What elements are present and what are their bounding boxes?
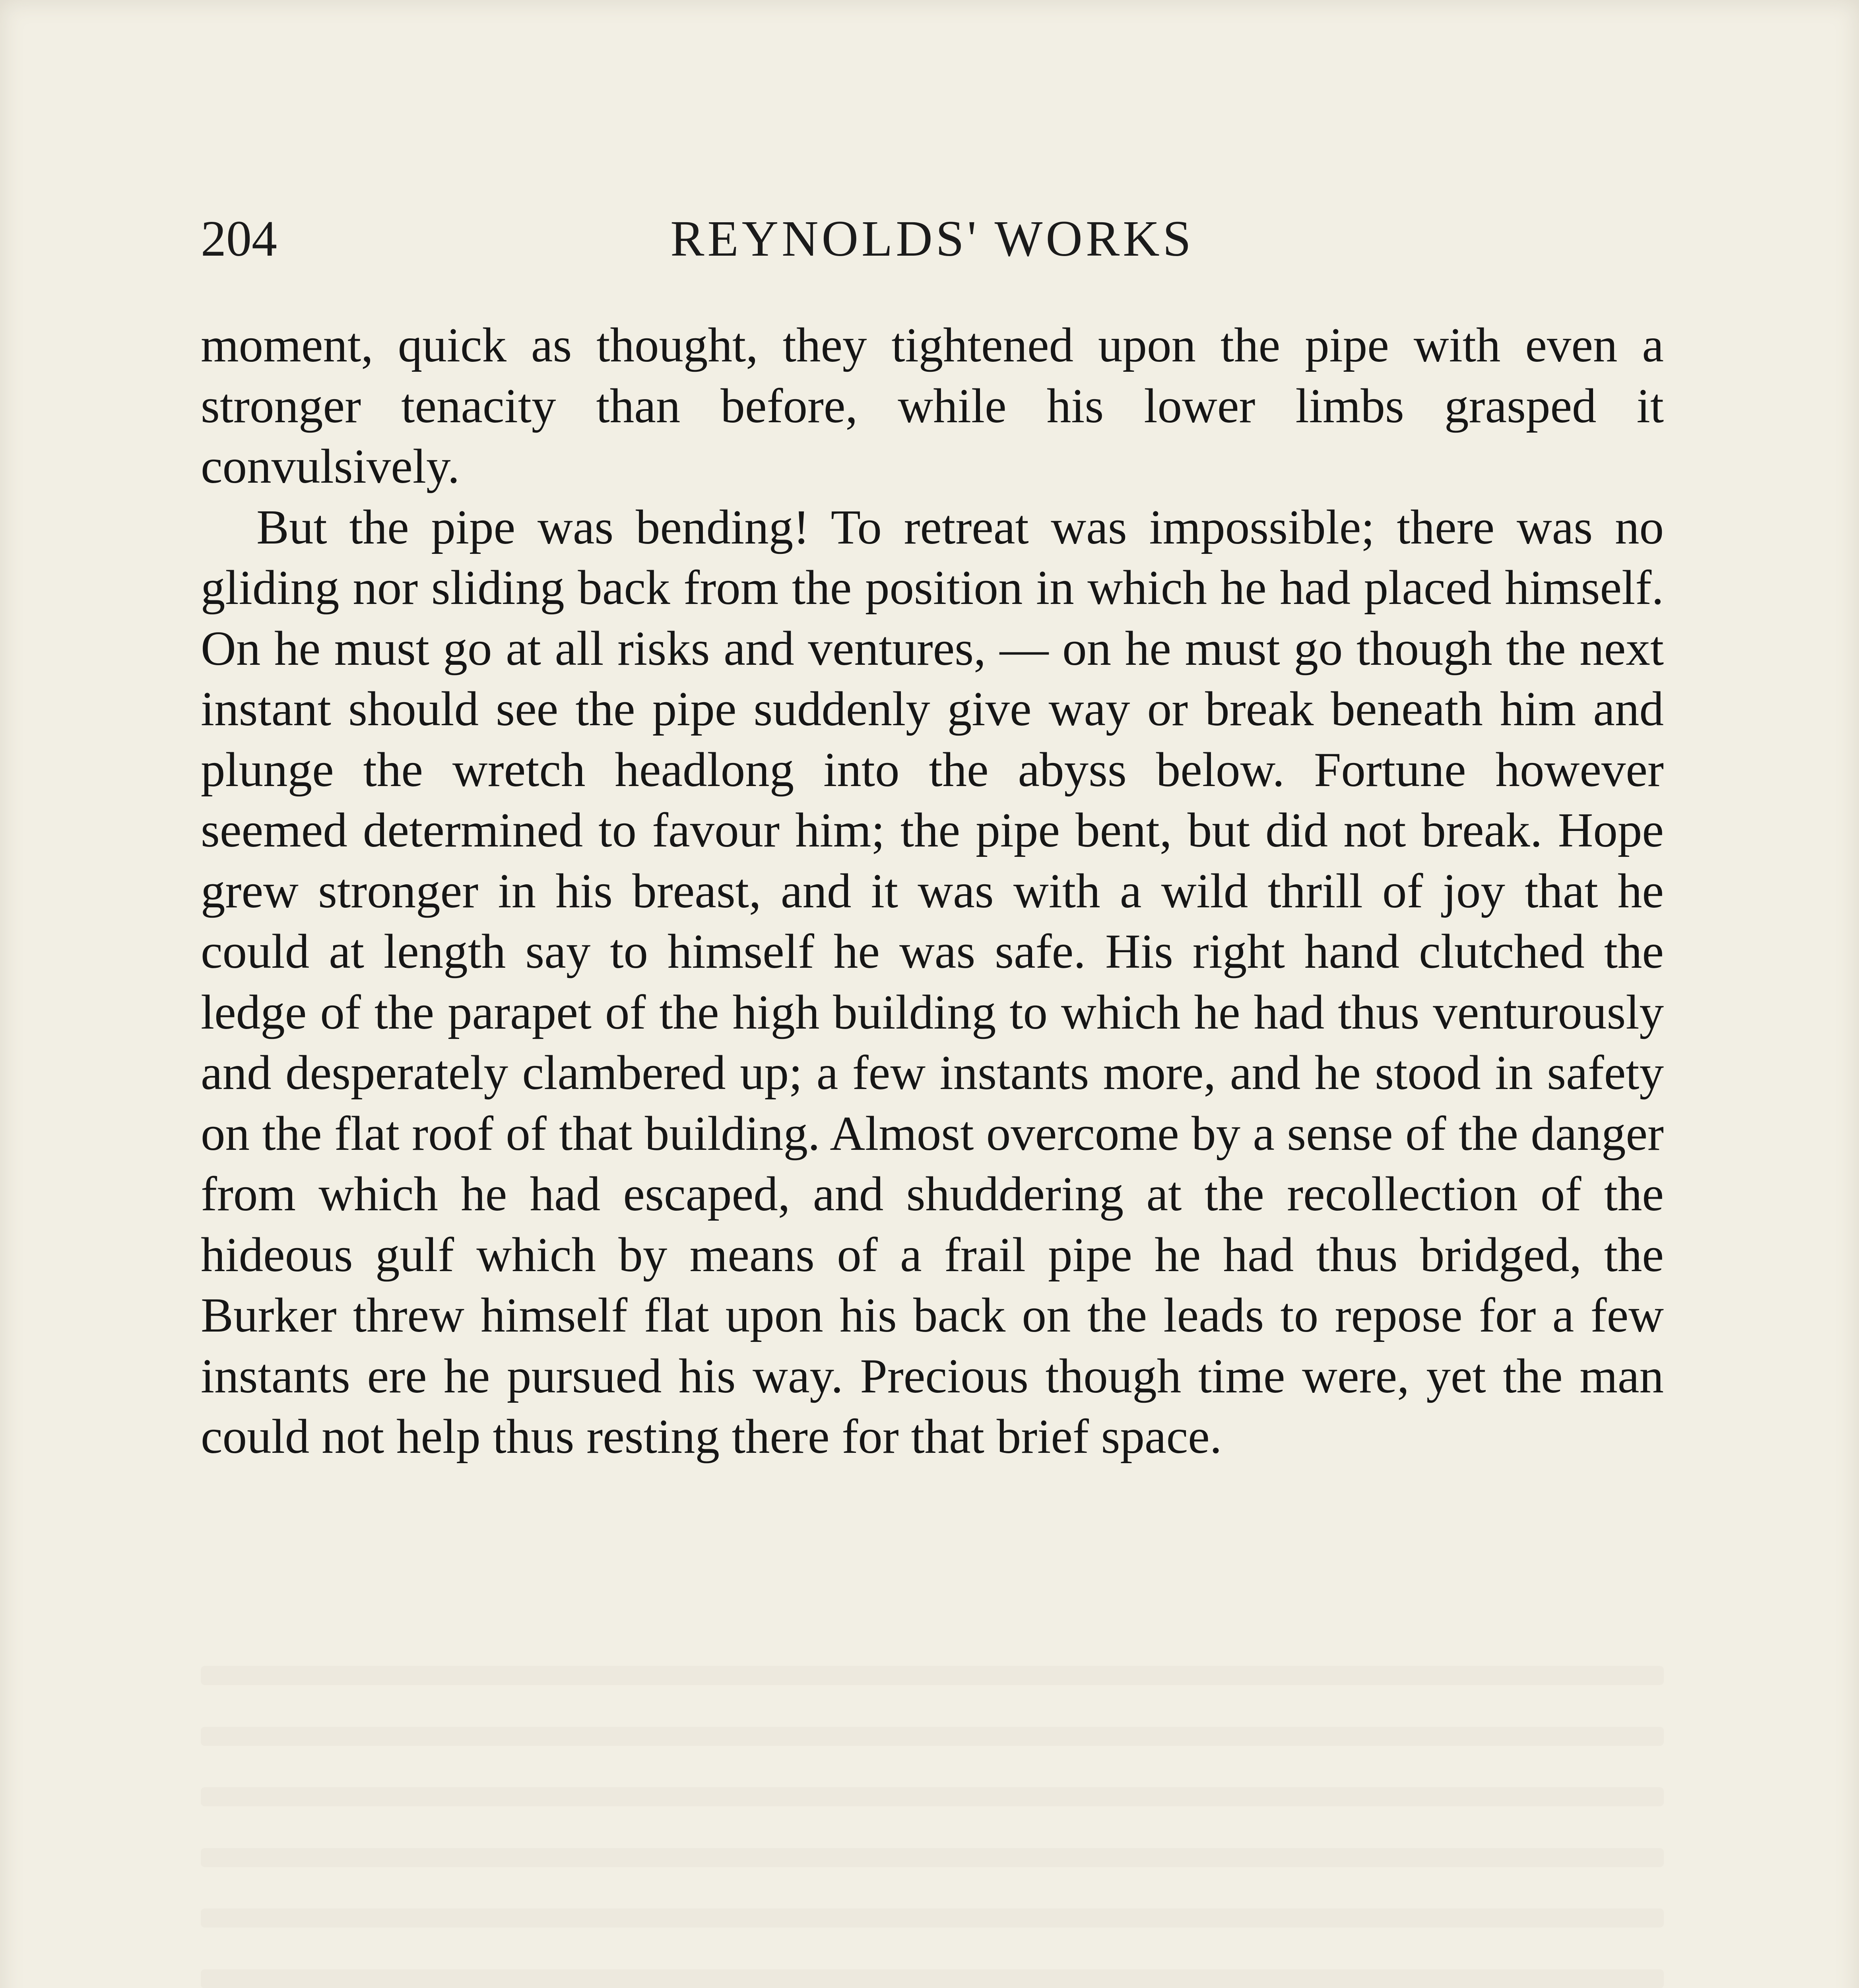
bleed-through-texture: [201, 1642, 1664, 1988]
page-header: [201, 207, 1664, 270]
page-number: 204: [201, 210, 277, 267]
paragraph: moment, quick as thought, they tightened upon the pipe with even a stronger tenacity than before, while his lower limbs grasped it convulsively.: [201, 318, 1664, 493]
running-head: REYNOLDS' WORKS: [670, 210, 1194, 267]
body-text: [201, 315, 1664, 1467]
paragraph: But the pipe was bending! To retreat was impossible; there was no gliding nor sliding back from the position in which he had placed himself. On he must go at all risks and ventures, — on he must go though the next instant should see the pipe suddenly give way or break beneath him and plunge the wretch headlong into the abyss below. Fortune however seemed determined to favour him; the pipe bent, but did not break. Hope grew stronger in his breast, and it was with a wild thrill of joy that he could at length say to himself he was safe. His right hand clutched the ledge of the parapet of the high building to which he had thus venturously and desperately clambered up; a few instants more, and he stood in safety on the flat roof of that building. Almost overcome by a sense of the danger from which he had escaped, and shuddering at the recollection of the hideous gulf which by means of a frail pipe he had thus bridged, the Burker threw himself flat upon his back on the leads to repose for a few instants ere he pursued his way. Precious though time were, yet the man could not help thus resting there for that brief space.: [201, 499, 1664, 1464]
